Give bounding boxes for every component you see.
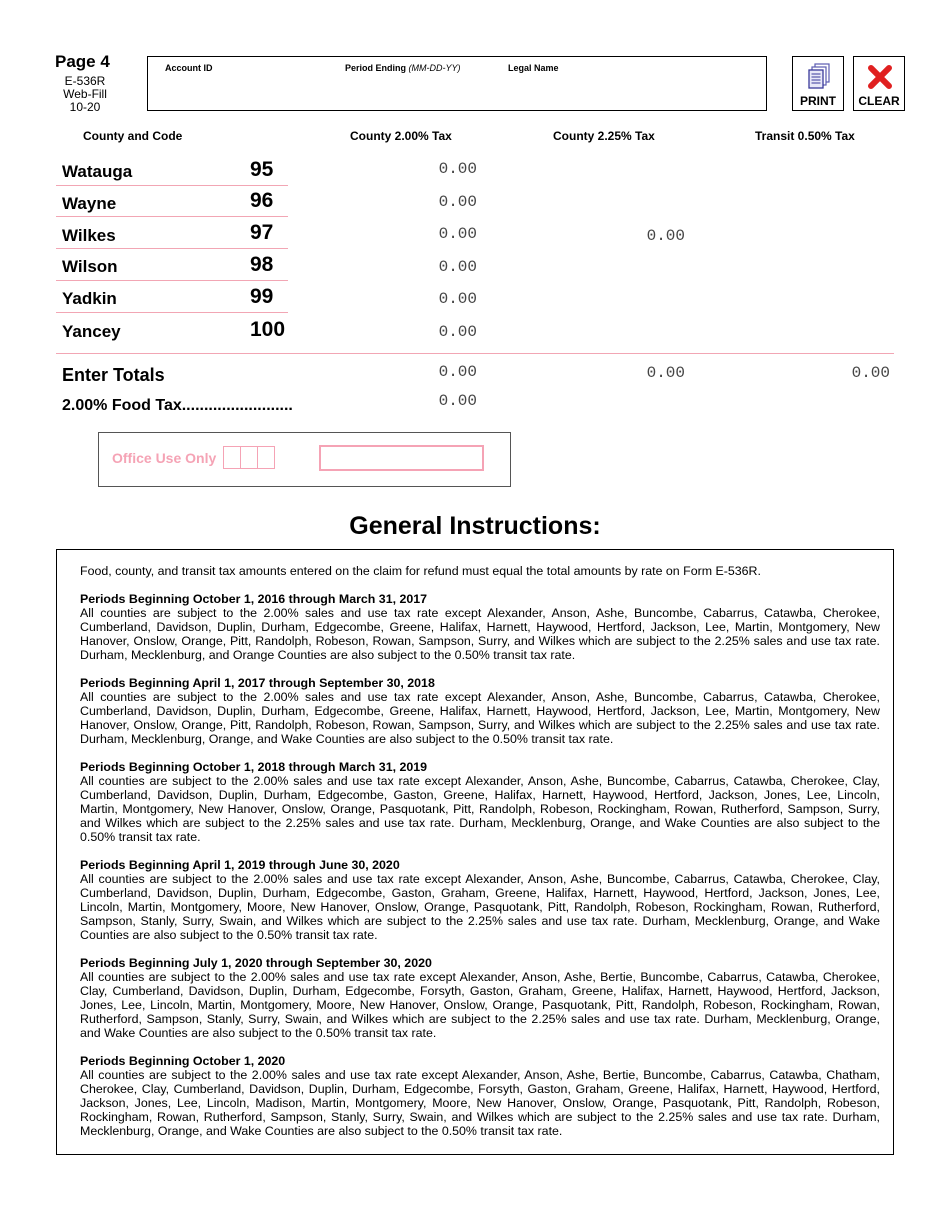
col-header-transit: Transit 0.50% Tax: [755, 129, 855, 143]
col-header-tax-225: County 2.25% Tax: [553, 129, 655, 143]
county-name-yadkin: Yadkin: [62, 289, 117, 308]
form-date: 10-20: [69, 100, 101, 114]
row-divider: [56, 216, 288, 217]
period-ending-label: Period Ending: [345, 63, 407, 73]
row-divider: [56, 312, 288, 313]
office-use-field: [319, 445, 484, 471]
county-name-wayne: Wayne: [62, 194, 117, 213]
tax-225-wilkes[interactable]: 0.00: [646, 227, 685, 245]
section-heading: Periods Beginning October 1, 2016 through March 31, 2017: [80, 592, 428, 606]
section-body: All counties are subject to the 2.00% sales and use tax rate except Alexander, Anson, Ashe, Bertie, Buncombe, Cabarrus, Catawba, Chatham, Cherokee, Clay, Cumberland, Davidson, Duplin, Durham, Edgecombe, Forsyth, Gaston, Graham, Greene, Halifax, Harnett, Haywood, Hertford, Jackson, Jones, Lee, Lincoln, Madison, Martin, Montgomery, Moore, New Hanover, Onslow, Orange, Pasquotank, Pitt, Randolph, Robeson, Rockingham, Rowan, Rutherford, Sampson, Stanly, Surry, Swain, and Wilkes which are subject to the 2.25% sales and use tax rate. Durham, Mecklenburg, Orange, and Wake Counties are also subject to the 0.50% transit tax rate.: [80, 1068, 880, 1138]
instructions-section: [80, 760, 880, 844]
header-fields-box: [147, 56, 767, 111]
office-use-cells: [223, 446, 275, 469]
tax-200-yancey[interactable]: 0.00: [438, 323, 477, 341]
col-header-tax-200: County 2.00% Tax: [350, 129, 452, 143]
period-ending-field[interactable]: [345, 63, 461, 73]
print-icon: [806, 63, 832, 91]
instructions-title: General Instructions:: [349, 512, 601, 540]
instructions-box: [56, 549, 894, 1155]
county-code-wayne: 96: [250, 189, 274, 212]
period-ending-format: (MM-DD-YY): [408, 63, 461, 73]
county-code-watauga: 95: [250, 158, 274, 181]
row-divider: [56, 280, 288, 281]
county-name-wilkes: Wilkes: [62, 226, 116, 245]
office-use-box: [98, 432, 511, 487]
instructions-section: [80, 592, 880, 662]
instructions-section: [80, 858, 880, 942]
section-body: All counties are subject to the 2.00% sales and use tax rate except Alexander, Anson, Ashe, Buncombe, Cabarrus, Catawba, Cherokee, Cumberland, Davidson, Duplin, Durham, Edgecombe, Greene, Halifax, Harnett, Haywood, Hertford, Jackson, Lee, Martin, Montgomery, New Hanover, Onslow, Orange, Pitt, Randolph, Robeson, Rowan, Sampson, Surry, and Wilkes which are subject to the 2.25% sales and use tax rate. Durham, Mecklenburg, and Orange Counties are also subject to the 0.50% transit tax rate.: [80, 606, 880, 662]
page-number: Page 4: [55, 52, 110, 71]
section-heading: Periods Beginning October 1, 2018 through March 31, 2019: [80, 760, 428, 774]
row-divider: [56, 248, 288, 249]
tax-200-wilson[interactable]: 0.00: [438, 258, 477, 276]
account-id-field[interactable]: [165, 63, 213, 73]
total-transit[interactable]: 0.00: [851, 364, 890, 382]
form-meta: [55, 75, 115, 114]
tax-200-watauga[interactable]: 0.00: [438, 160, 477, 178]
county-code-wilkes: 97: [250, 221, 274, 244]
legal-name-field[interactable]: [508, 63, 559, 73]
county-code-yancey: 100: [250, 318, 286, 341]
instructions-section: [80, 676, 880, 746]
section-body: All counties are subject to the 2.00% sales and use tax rate except Alexander, Anson, Ashe, Buncombe, Cabarrus, Catawba, Cherokee, Cumberland, Davidson, Duplin, Durham, Edgecombe, Greene, Halifax, Harnett, Haywood, Hertford, Jackson, Lee, Martin, Montgomery, New Hanover, Onslow, Orange, Pitt, Randolph, Robeson, Rowan, Sampson, Surry, and Wilkes which are subject to the 2.25% sales and use tax rate. Durham, Mecklenburg, Orange, and Wake Counties are also subject to the 0.50% transit tax rate.: [80, 690, 880, 746]
instructions-section: [80, 1054, 880, 1138]
row-divider: [56, 185, 288, 186]
tax-200-wilkes[interactable]: 0.00: [438, 225, 477, 243]
legal-name-label: Legal Name: [508, 63, 559, 73]
county-name-watauga: Watauga: [62, 162, 133, 181]
section-heading: Periods Beginning April 1, 2019 through June 30, 2020: [80, 858, 400, 872]
food-tax-label: 2.00% Food Tax.........................: [62, 397, 293, 414]
office-use-label: Office Use Only: [112, 450, 217, 466]
section-heading: Periods Beginning July 1, 2020 through September 30, 2020: [80, 956, 432, 970]
food-tax-value[interactable]: 0.00: [438, 392, 477, 410]
section-body: All counties are subject to the 2.00% sales and use tax rate except Alexander, Anson, Ashe, Bertie, Buncombe, Cabarrus, Catawba, Cherokee, Clay, Cumberland, Davidson, Duplin, Durham, Edgecombe, Forsyth, Gaston, Graham, Greene, Halifax, Harnett, Haywood, Hertford, Jackson, Jones, Lee, Lincoln, Martin, Montgomery, Moore, New Hanover, Onslow, Orange, Pasquotank, Pitt, Randolph, Robeson, Rockingham, Rowan, Rutherford, Sampson, Stanly, Surry, Swain, and Wilkes which are subject to the 2.25% sales and use tax rate. Durham, Mecklenburg, Orange, and Wake Counties are also subject to the 0.50% transit tax rate.: [80, 970, 880, 1040]
tax-200-yadkin[interactable]: 0.00: [438, 290, 477, 308]
instructions-section: [80, 956, 880, 1040]
clear-button-label: CLEAR: [858, 94, 900, 108]
totals-label: Enter Totals: [62, 365, 165, 385]
account-id-label: Account ID: [165, 63, 213, 73]
clear-button[interactable]: [853, 56, 905, 111]
clear-x-icon: [867, 64, 893, 90]
print-button[interactable]: [792, 56, 844, 111]
county-code-yadkin: 99: [250, 285, 274, 308]
county-name-wilson: Wilson: [62, 257, 118, 276]
form-id: E-536R: [64, 74, 106, 88]
instructions-intro: Food, county, and transit tax amounts entered on the claim for refund must equal the total amounts by rate on Form E-536R.: [80, 564, 761, 578]
form-type: Web-Fill: [63, 87, 107, 101]
print-button-label: PRINT: [800, 94, 836, 108]
total-tax-225[interactable]: 0.00: [646, 364, 685, 382]
section-heading: Periods Beginning April 1, 2017 through September 30, 2018: [80, 676, 435, 690]
totals-divider: [56, 353, 894, 354]
county-code-wilson: 98: [250, 253, 274, 276]
section-heading: Periods Beginning October 1, 2020: [80, 1054, 286, 1068]
section-body: All counties are subject to the 2.00% sales and use tax rate except Alexander, Anson, Ashe, Buncombe, Cabarrus, Catawba, Cherokee, Clay, Cumberland, Davidson, Duplin, Durham, Edgecombe, Gaston, Graham, Greene, Halifax, Harnett, Haywood, Hertford, Jackson, Jones, Lee, Lincoln, Martin, Montgomery, Moore, New Hanover, Onslow, Orange, Pasquotank, Pitt, Randolph, Robeson, Rockingham, Rowan, Rutherford, Sampson, Stanly, Surry, Swain, and Wilkes which are subject to the 2.25% sales and use tax rate. Durham, Mecklenburg, Orange, and Wake Counties are also subject to the 0.50% transit tax rate.: [80, 872, 880, 942]
col-header-county: County and Code: [83, 129, 183, 143]
total-tax-200[interactable]: 0.00: [438, 363, 477, 381]
section-body: All counties are subject to the 2.00% sales and use tax rate except Alexander, Anson, Ashe, Buncombe, Cabarrus, Catawba, Cherokee, Clay, Cumberland, Davidson, Duplin, Durham, Edgecombe, Gaston, Greene, Halifax, Harnett, Haywood, Hertford, Jackson, Jones, Lee, Lincoln, Martin, Montgomery, New Hanover, Onslow, Orange, Pasquotank, Pitt, Randolph, Robeson, Rockingham, Rowan, Rutherford, Sampson, Surry, and Wilkes which are subject to the 2.25% sales and use tax rate. Durham, Mecklenburg, Orange, and Wake Counties are also subject to the 0.50% transit tax rate.: [80, 774, 880, 844]
tax-200-wayne[interactable]: 0.00: [438, 193, 477, 211]
county-name-yancey: Yancey: [62, 322, 121, 341]
